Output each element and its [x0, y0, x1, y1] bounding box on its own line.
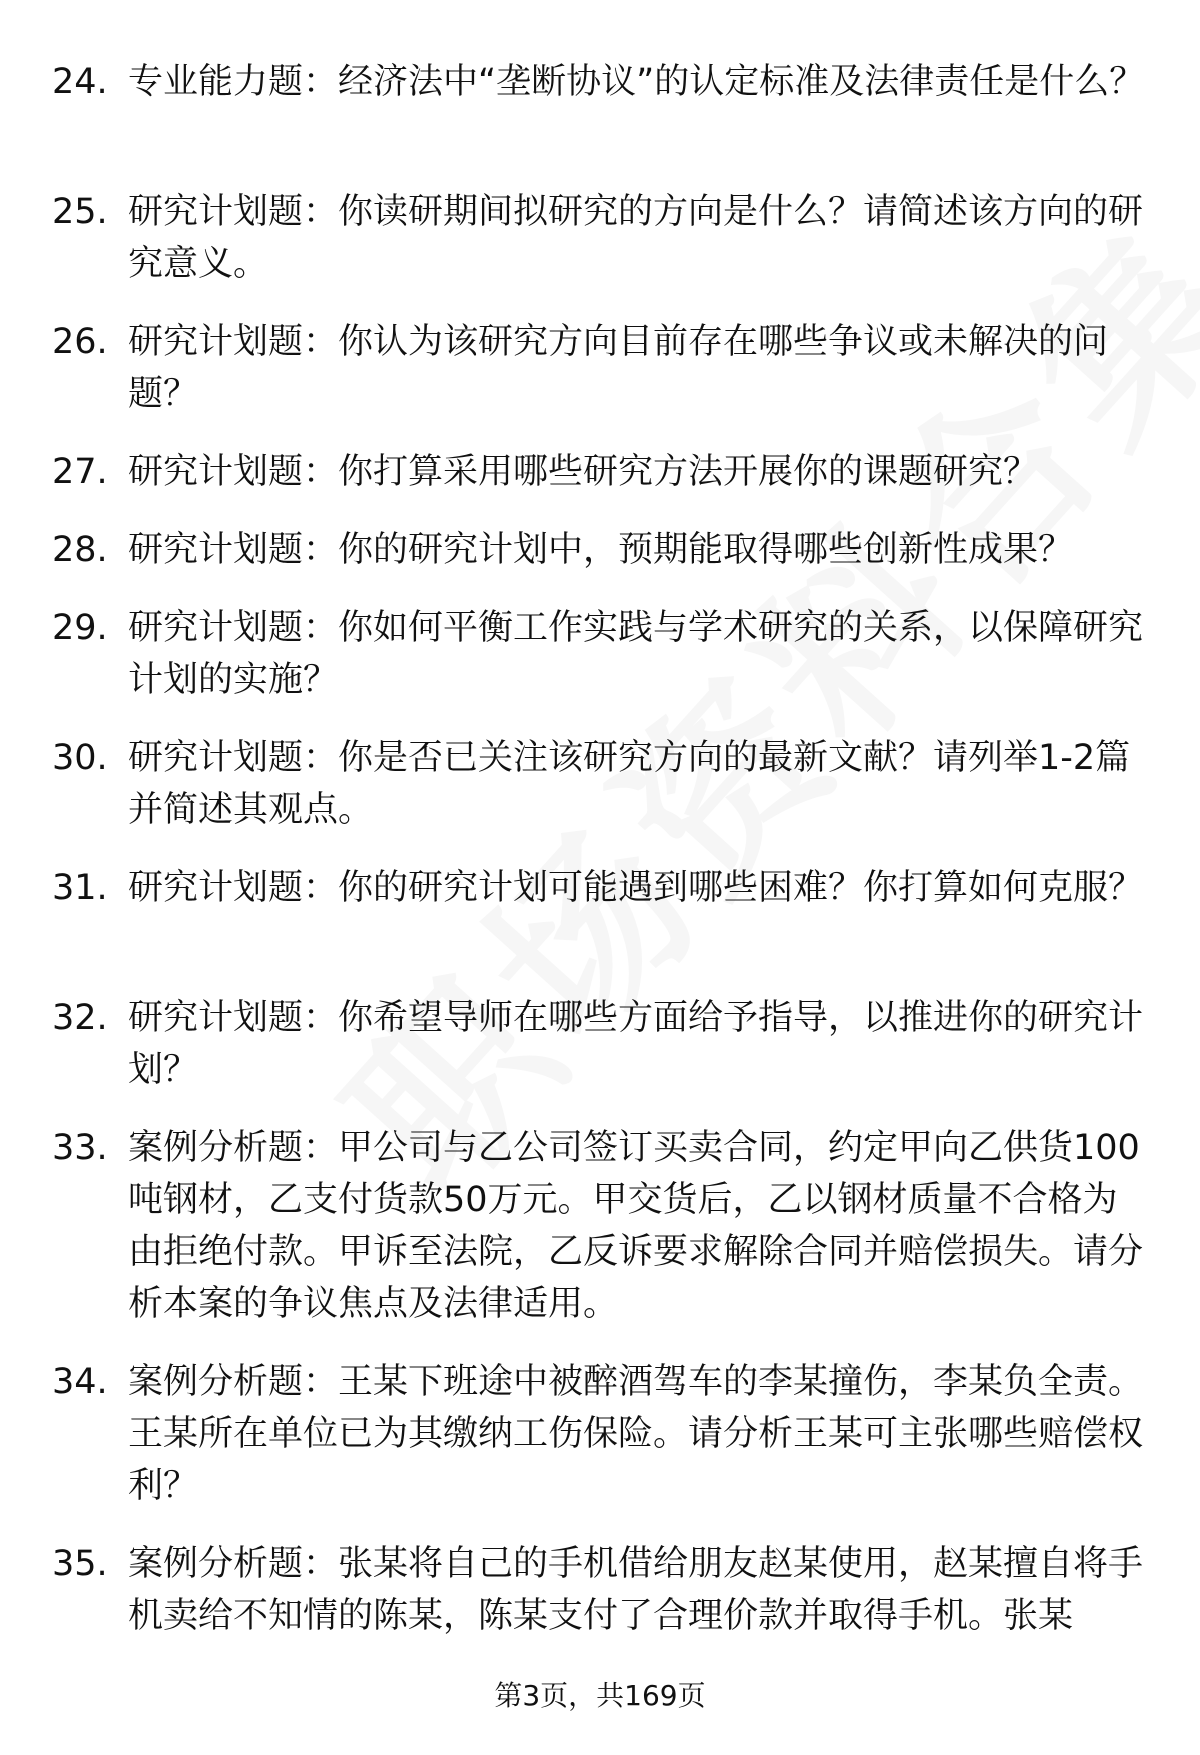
question-number: 32.	[52, 998, 108, 1038]
question-item	[52, 1356, 1152, 1512]
question-text: 研究计划题：你的研究计划中，预期能取得哪些创新性成果？	[128, 530, 1074, 570]
question-number: 24.	[52, 62, 108, 102]
page-number: 第3页，共169页	[494, 1679, 706, 1712]
question-item	[52, 316, 1152, 420]
question-text: 研究计划题：你是否已关注该研究方向的最新文献？请列举1-2篇并简述其观点。	[128, 738, 1131, 830]
question-number: 27.	[52, 452, 108, 492]
question-text: 研究计划题：你读研期间拟研究的方向是什么？请简述该方向的研究意义。	[128, 192, 1144, 284]
question-number: 30.	[52, 738, 108, 778]
question-text: 案例分析题：王某下班途中被醉酒驾车的李某撞伤，李某负全责。王某所在单位已为其缴纳工伤保险。请分析王某可主张哪些赔偿权利？	[128, 1362, 1144, 1506]
question-item	[52, 56, 1152, 160]
question-text: 研究计划题：你的研究计划可能遇到哪些困难？你打算如何克服？	[128, 868, 1144, 908]
question-number: 25.	[52, 192, 108, 232]
question-item	[52, 524, 1152, 576]
question-number: 34.	[52, 1362, 108, 1402]
question-number: 35.	[52, 1544, 108, 1584]
question-number: 26.	[52, 322, 108, 362]
question-item	[52, 732, 1152, 836]
question-text: 案例分析题：甲公司与乙公司签订买卖合同，约定甲向乙供货100吨钢材，乙支付货款50万元。甲交货后，乙以钢材质量不合格为由拒绝付款。甲诉至法院，乙反诉要求解除合同并赔偿损失。请分析本案的争议焦点及法律适用。	[128, 1128, 1144, 1324]
question-number: 29.	[52, 608, 108, 648]
question-text: 研究计划题：你希望导师在哪些方面给予指导，以推进你的研究计划？	[128, 998, 1144, 1090]
question-item	[52, 1122, 1152, 1330]
question-item	[52, 186, 1152, 290]
question-text: 研究计划题：你打算采用哪些研究方法开展你的课题研究？	[128, 452, 1039, 492]
question-item	[52, 992, 1152, 1096]
question-item	[52, 862, 1152, 966]
question-text: 研究计划题：你认为该研究方向目前存在哪些争议或未解决的问题？	[128, 322, 1109, 414]
question-number: 33.	[52, 1128, 108, 1168]
question-item	[52, 602, 1152, 706]
question-text: 案例分析题：张某将自己的手机借给朋友赵某使用，赵某擅自将手机卖给不知情的陈某，陈某支付了合理价款并取得手机。张某	[128, 1544, 1144, 1636]
question-list	[52, 56, 1152, 1642]
question-item	[52, 446, 1152, 498]
question-item	[52, 1538, 1152, 1642]
question-text: 专业能力题：经济法中“垄断协议”的认定标准及法律责任是什么？	[128, 62, 1145, 102]
question-text: 研究计划题：你如何平衡工作实践与学术研究的关系，以保障研究计划的实施？	[128, 608, 1144, 700]
question-number: 28.	[52, 530, 108, 570]
question-number: 31.	[52, 868, 108, 908]
